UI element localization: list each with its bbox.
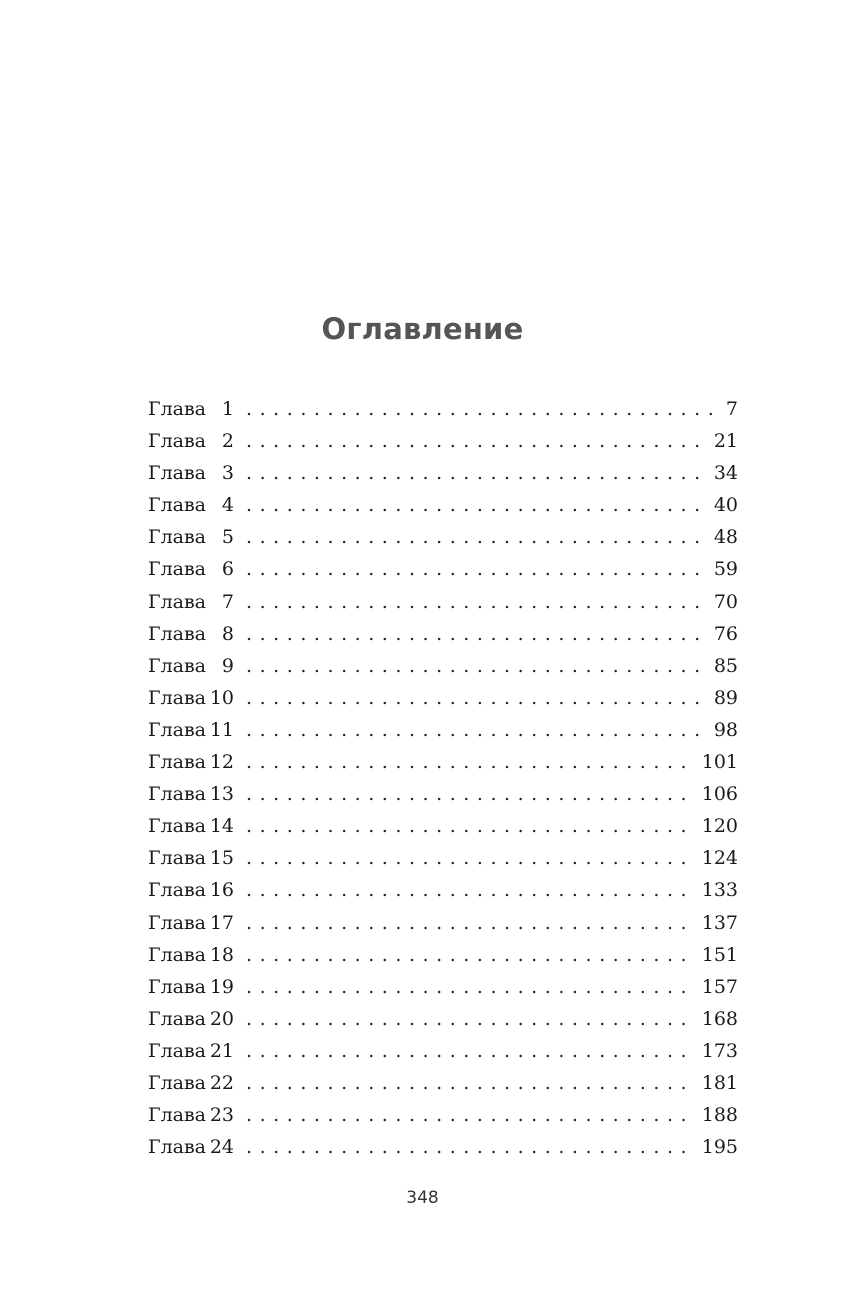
toc-entry <box>148 623 738 655</box>
chapter-number: 2 <box>221 430 235 453</box>
chapter-page-number: 124 <box>701 847 738 870</box>
toc-entry <box>148 1072 738 1104</box>
chapter-page-number: 101 <box>701 751 738 774</box>
toc-entry <box>148 1136 738 1168</box>
chapter-word: Глава <box>148 975 207 998</box>
chapter-page-number: 7 <box>725 398 738 420</box>
chapter-number: 7 <box>221 590 235 613</box>
dot-leader <box>246 719 706 741</box>
chapter-label <box>148 591 234 613</box>
dot-leader <box>246 1104 694 1126</box>
chapter-page-number: 21 <box>713 430 738 453</box>
toc-entry <box>148 687 738 719</box>
chapter-word: Глава <box>148 847 207 870</box>
chapter-number: 11 <box>209 718 235 741</box>
chapter-word: Глава <box>148 911 207 934</box>
chapter-word: Глава <box>148 718 207 741</box>
chapter-word: Глава <box>148 430 207 453</box>
chapter-page-number: 181 <box>701 1071 738 1094</box>
chapter-number: 19 <box>209 975 235 998</box>
dot-leader <box>246 655 706 677</box>
dot-leader <box>246 1072 694 1094</box>
toc-entry <box>148 912 738 944</box>
dot-leader <box>246 847 694 869</box>
dot-leader <box>246 1008 694 1030</box>
toc-entry <box>148 976 738 1008</box>
toc-entry <box>148 751 738 783</box>
toc-entry <box>148 655 738 687</box>
chapter-page-number: 89 <box>713 686 738 709</box>
chapter-number: 9 <box>221 654 235 677</box>
toc-entry <box>148 879 738 911</box>
chapter-page-number: 133 <box>701 879 738 902</box>
dot-leader <box>246 591 706 613</box>
chapter-label <box>148 847 234 869</box>
dot-leader <box>246 526 706 548</box>
dot-leader <box>246 1040 694 1062</box>
chapter-number: 20 <box>209 1007 235 1030</box>
toc-list <box>148 398 738 1168</box>
chapter-number: 5 <box>221 526 235 549</box>
dot-leader <box>246 815 694 837</box>
chapter-label <box>148 815 234 837</box>
chapter-label <box>148 1008 234 1030</box>
chapter-word: Глава <box>148 622 207 645</box>
chapter-page-number: 120 <box>701 815 738 838</box>
chapter-page-number: 59 <box>713 558 738 581</box>
chapter-page-number: 70 <box>713 590 738 613</box>
toc-entry <box>148 462 738 494</box>
chapter-page-number: 34 <box>713 462 738 485</box>
chapter-label <box>148 526 234 548</box>
toc-entry <box>148 558 738 590</box>
chapter-label <box>148 783 234 805</box>
chapter-label <box>148 879 234 901</box>
dot-leader <box>246 430 706 452</box>
chapter-word: Глава <box>148 526 207 549</box>
chapter-label <box>148 751 234 773</box>
chapter-word: Глава <box>148 815 207 838</box>
chapter-page-number: 157 <box>701 975 738 998</box>
toc-entry <box>148 783 738 815</box>
chapter-page-number: 168 <box>701 1007 738 1030</box>
chapter-word: Глава <box>148 590 207 613</box>
chapter-number: 22 <box>209 1071 235 1094</box>
chapter-label <box>148 655 234 677</box>
chapter-number: 6 <box>221 558 235 581</box>
chapter-number: 16 <box>209 879 235 902</box>
dot-leader <box>246 1136 694 1158</box>
toc-entry <box>148 1104 738 1136</box>
chapter-number: 18 <box>209 943 235 966</box>
chapter-label <box>148 944 234 966</box>
toc-entry <box>148 719 738 751</box>
chapter-label <box>148 494 234 516</box>
chapter-label <box>148 1104 234 1126</box>
chapter-label <box>148 687 234 709</box>
chapter-word: Глава <box>148 686 207 709</box>
chapter-page-number: 48 <box>713 526 738 549</box>
chapter-number: 13 <box>209 783 235 806</box>
chapter-word: Глава <box>148 879 207 902</box>
chapter-page-number: 195 <box>701 1136 738 1159</box>
chapter-label <box>148 912 234 934</box>
chapter-number: 24 <box>209 1136 235 1159</box>
chapter-label <box>148 398 234 420</box>
chapter-word: Глава <box>148 751 207 774</box>
chapter-label <box>148 1072 234 1094</box>
chapter-number: 21 <box>209 1039 235 1062</box>
page-number: 348 <box>406 1188 439 1208</box>
chapter-page-number: 173 <box>701 1039 738 1062</box>
chapter-word: Глава <box>148 398 207 420</box>
chapter-number: 4 <box>221 494 235 517</box>
toc-entry <box>148 847 738 879</box>
chapter-word: Глава <box>148 654 207 677</box>
chapter-word: Глава <box>148 1007 207 1030</box>
chapter-number: 17 <box>209 911 235 934</box>
chapter-page-number: 137 <box>701 911 738 934</box>
chapter-page-number: 98 <box>713 718 738 741</box>
chapter-page-number: 40 <box>713 494 738 517</box>
chapter-word: Глава <box>148 1039 207 1062</box>
dot-leader <box>246 687 706 709</box>
chapter-number: 1 <box>221 398 235 420</box>
chapter-word: Глава <box>148 1136 207 1159</box>
dot-leader <box>246 944 694 966</box>
dot-leader <box>246 623 706 645</box>
chapter-label <box>148 719 234 741</box>
toc-entry <box>148 591 738 623</box>
chapter-word: Глава <box>148 462 207 485</box>
dot-leader <box>246 462 706 484</box>
toc-entry <box>148 526 738 558</box>
chapter-label <box>148 558 234 580</box>
chapter-word: Глава <box>148 494 207 517</box>
chapter-word: Глава <box>148 783 207 806</box>
chapter-label <box>148 1040 234 1062</box>
toc-entry <box>148 430 738 462</box>
dot-leader <box>246 976 694 998</box>
chapter-label <box>148 462 234 484</box>
chapter-word: Глава <box>148 943 207 966</box>
dot-leader <box>246 912 694 934</box>
chapter-number: 3 <box>221 462 235 485</box>
dot-leader <box>246 398 718 420</box>
toc-entry <box>148 398 738 430</box>
chapter-label <box>148 976 234 998</box>
chapter-number: 10 <box>209 686 235 709</box>
chapter-number: 14 <box>209 815 235 838</box>
chapter-word: Глава <box>148 1104 207 1127</box>
toc-entry <box>148 944 738 976</box>
chapter-word: Глава <box>148 558 207 581</box>
chapter-word: Глава <box>148 1071 207 1094</box>
toc-entry <box>148 494 738 526</box>
chapter-number: 15 <box>209 847 235 870</box>
toc-entry <box>148 1008 738 1040</box>
chapter-page-number: 151 <box>701 943 738 966</box>
chapter-label <box>148 623 234 645</box>
chapter-page-number: 85 <box>713 654 738 677</box>
toc-entry <box>148 1040 738 1072</box>
chapter-page-number: 188 <box>701 1104 738 1127</box>
chapter-page-number: 76 <box>713 622 738 645</box>
dot-leader <box>246 783 694 805</box>
chapter-number: 8 <box>221 622 235 645</box>
chapter-label <box>148 1136 234 1158</box>
dot-leader <box>246 751 694 773</box>
chapter-number: 23 <box>209 1104 235 1127</box>
chapter-number: 12 <box>209 751 235 774</box>
dot-leader <box>246 494 706 516</box>
dot-leader <box>246 879 694 901</box>
dot-leader <box>246 558 706 580</box>
chapter-label <box>148 430 234 452</box>
toc-entry <box>148 815 738 847</box>
page-title: Оглавление <box>321 312 524 346</box>
chapter-page-number: 106 <box>701 783 738 806</box>
